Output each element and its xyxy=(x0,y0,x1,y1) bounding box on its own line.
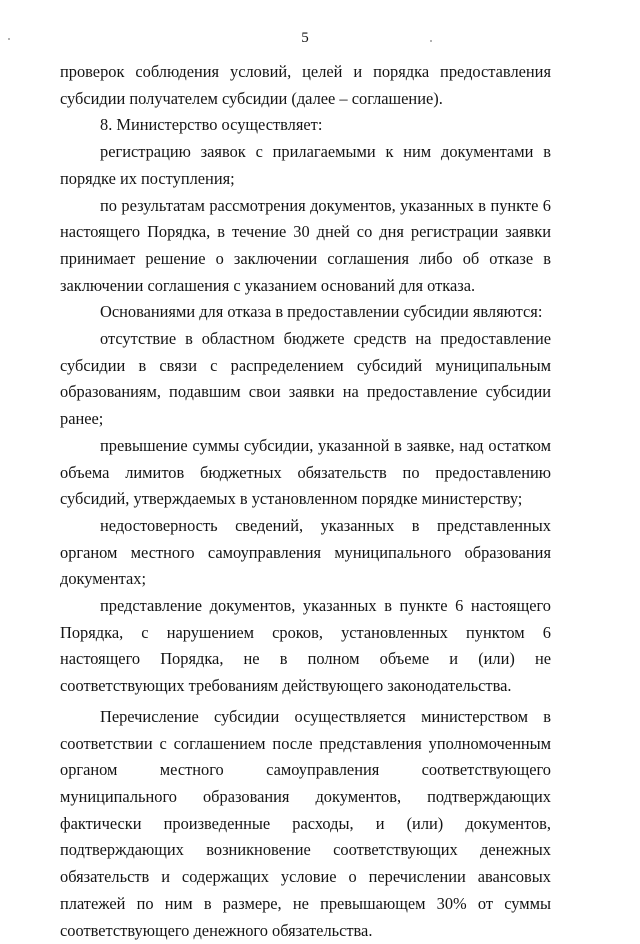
page-number: 5 xyxy=(301,30,309,46)
paragraph: проверок соблюдения условий, целей и порядка предоставления субсидии получателем субсидии (далее – соглашение). xyxy=(60,62,551,108)
paragraph: представление документов, указанных в пункте 6 настоящего Порядка, с нарушением сроков, установленных пунктом 6 настоящего Порядка, не в полном объеме и (или) не соответствующих требованиям действующего законодательства. xyxy=(60,596,551,696)
paragraph: Основаниями для отказа в предоставлении субсидии являются: xyxy=(100,302,543,322)
paragraph: превышение суммы субсидии, указанной в заявке, над остатком объема лимитов бюджетных обязательств по предоставлению субсидий, утверждаемых в установленном порядке министерству; xyxy=(60,435,551,509)
document-body xyxy=(60,59,551,944)
paragraph: регистрацию заявок с прилагаемыми к ним документами в порядке их поступления; xyxy=(60,142,551,188)
paragraph: по результатам рассмотрения документов, указанных в пункте 6 настоящего Порядка, в течение 30 дней со дня регистрации заявки принимает решение о заключении соглашения либо об отказе в заключении соглашения с указанием оснований для отказа. xyxy=(60,195,551,295)
paragraph: отсутствие в областном бюджете средств на предоставление субсидии в связи с распределением субсидий муниципальным образованиям, подавшим свои заявки на предоставление субсидии ранее; xyxy=(60,329,551,429)
paragraph: недостоверность сведений, указанных в представленных органом местного самоуправления муниципального образования документах; xyxy=(60,515,551,589)
paragraph: Перечисление субсидии осуществляется министерством в соответствии с соглашением после представления уполномоченным органом местного самоуправления соответствующего муниципального образования документов, подтверждающих фактически произведенные расходы, и (или) документов, подтверждающих возникновение соответствующих денежных обязательств и содержащих условие о перечислении авансовых платежей по ним в размере, не превышающем 30% от суммы соответствующего денежного обязательства. xyxy=(60,706,551,940)
paragraph: 8. Министерство осуществляет: xyxy=(100,115,323,135)
